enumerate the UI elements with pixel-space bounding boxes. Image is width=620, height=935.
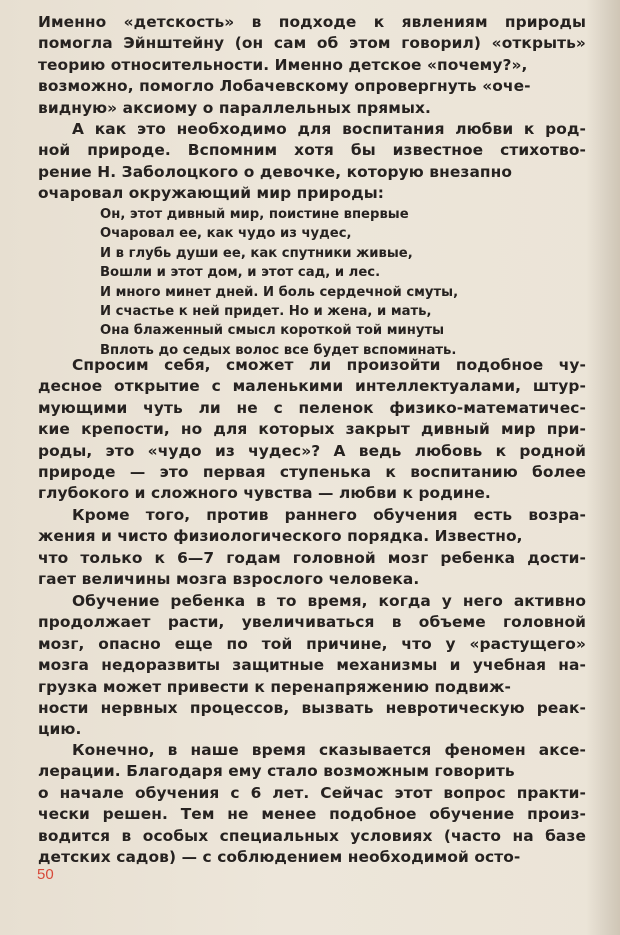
text-line: рение Н. Заболоцкого о девочке, которую внезапно (38, 162, 513, 181)
text-line: теорию относительности. Именно детское «почему?», (38, 55, 528, 74)
poem-line: Вошли и этот дом, и этот сад, и лес. (100, 265, 381, 281)
text-line: что только к 6—7 годам головной мозг ребенка дости- (38, 548, 587, 567)
text-line: помогла Эйнштейну (он сам об этом говорил) «открыть» (38, 34, 586, 53)
text-line: роды, это «чудо из чудес»? А ведь любовь к родной (38, 441, 587, 460)
text-line: очаровал окружающий мир природы: (38, 184, 385, 203)
paragraph-physiology (38, 505, 586, 591)
text-line: десное открытие с маленькими интеллектуалами, штур- (38, 377, 587, 396)
text-line: А как это необходимо для воспитания любви к род- (72, 120, 586, 138)
text-line: о начале обучения с 6 лет. Сейчас этот вопрос практи- (38, 783, 586, 802)
text-line: глубокого и сложного чувства — любви к родине. (38, 484, 491, 503)
text-line: продолжает расти, увеличиваться в объеме головной (38, 613, 586, 632)
text-line: видную» аксиому о параллельных прямых. (38, 98, 431, 117)
text-line: цию. (38, 720, 82, 739)
text-line: кие крепости, но для которых закрыт дивный мир при- (38, 420, 586, 439)
paragraph-acceleration (38, 740, 586, 868)
text-line: Конечно, в наше время сказывается феномен аксе- (72, 741, 587, 759)
text-line: мозга недоразвиты защитные механизмы и учебная на- (38, 656, 586, 675)
text-line: Обучение ребенка в то время, когда у него активно (72, 592, 587, 610)
text-line: гает величины мозга взрослого человека. (38, 570, 420, 589)
poem-quote (100, 205, 500, 360)
paragraph-discovery-question (38, 355, 586, 505)
paragraph-zabolotsky-intro (38, 119, 586, 205)
paragraph-einstein (38, 12, 586, 119)
text-line: природе — это первая ступенька к воспитанию более (38, 462, 587, 481)
text-line: мозг, опасно еще по той причине, что у «растущего» (38, 634, 587, 653)
poem-line: И в глубь души ее, как спутники живые, (100, 245, 413, 261)
poem-line: Очаровал ее, как чудо из чудес, (100, 226, 352, 242)
poem-line: И много минет дней. И боль сердечной смуты, (100, 284, 459, 300)
poem-line: Он, этот дивный мир, поистине впервые (100, 207, 409, 222)
text-line: чески решен. Тем не менее подобное обучение произ- (38, 805, 587, 824)
poem-line: И счастье к ней придет. Но и жена, и мать, (100, 303, 432, 319)
text-line: водится в особых специальных условиях (часто на базе (38, 826, 586, 845)
text-line: ной природе. Вспомним хотя бы известное стихотво- (38, 141, 586, 160)
text-line: детских садов) — с соблюдением необходимой осто- (38, 847, 521, 866)
text-line: Кроме того, против раннего обучения есть возра- (72, 506, 586, 524)
text-line: возможно, помогло Лобачевскому опровергнуть «оче- (38, 77, 531, 96)
page-number: 50 (37, 866, 54, 883)
text-line: ности нервных процессов, вызвать невротическую реак- (38, 698, 586, 717)
text-line: Спросим себя, сможет ли произойти подобное чу- (72, 356, 586, 374)
poem-line: Вплоть до седых волос все будет вспоминать. (100, 342, 457, 358)
paragraph-brain-growth (38, 591, 586, 741)
poem-line: Она блаженный смысл короткой той минуты (100, 323, 445, 339)
text-line: грузка может привести к перенапряжению подвиж- (38, 677, 512, 696)
text-line: лерации. Благодаря ему стало возможным говорить (38, 762, 515, 781)
text-line: мующими чуть ли не с пеленок физико-математичес- (38, 398, 587, 417)
text-line: жения и чисто физиологического порядка. Известно, (38, 527, 523, 546)
page-edge-shadow (586, 0, 620, 935)
text-line: Именно «детскость» в подходе к явлениям природы (38, 13, 586, 31)
